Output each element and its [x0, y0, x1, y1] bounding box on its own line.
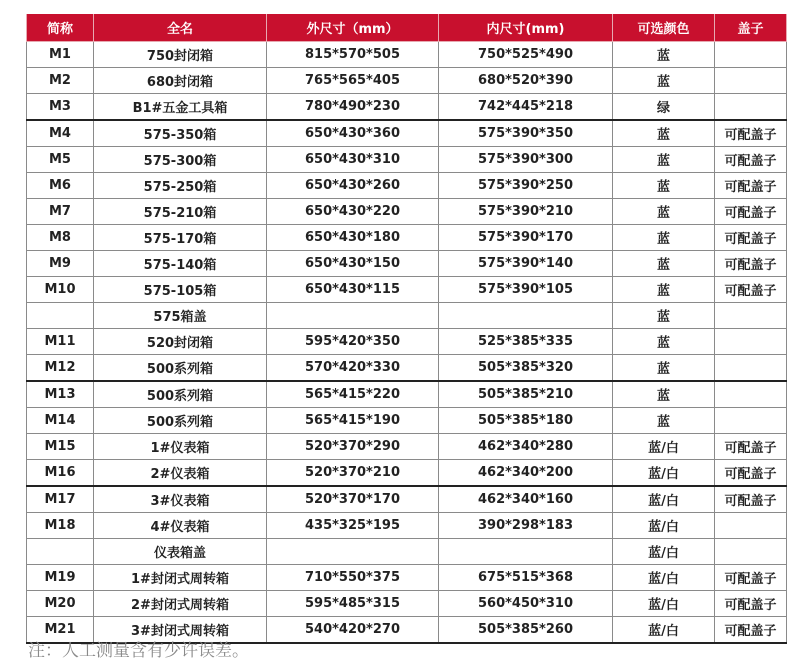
cell-color: 蓝/白	[613, 617, 715, 644]
cell-color: 绿	[613, 94, 715, 121]
cell-color: 蓝	[613, 68, 715, 94]
cell-outer-size: 565*415*190	[267, 408, 439, 434]
cell-outer-size	[267, 303, 439, 329]
cell-full-name: 680封闭箱	[94, 68, 267, 94]
spec-table	[26, 14, 787, 644]
table-row	[27, 147, 787, 173]
cell-code: M18	[27, 513, 94, 539]
cell-outer-size: 520*370*210	[267, 460, 439, 487]
table-row	[27, 381, 787, 408]
cell-code: M9	[27, 251, 94, 277]
cell-inner-size: 742*445*218	[439, 94, 613, 121]
header-color: 可选颜色	[613, 14, 715, 42]
table-header-row	[27, 14, 787, 42]
cell-code: M17	[27, 486, 94, 513]
cell-inner-size: 505*385*210	[439, 381, 613, 408]
header-inner-size: 内尺寸(mm)	[439, 14, 613, 42]
cell-color: 蓝	[613, 225, 715, 251]
cell-lid: 可配盖子	[715, 617, 787, 644]
cell-code: M21	[27, 617, 94, 644]
cell-lid	[715, 355, 787, 382]
cell-full-name: 500系列箱	[94, 355, 267, 382]
cell-color: 蓝	[613, 120, 715, 147]
cell-outer-size: 650*430*180	[267, 225, 439, 251]
cell-outer-size: 435*325*195	[267, 513, 439, 539]
table-row	[27, 329, 787, 355]
header-outer-size: 外尺寸（mm）	[267, 14, 439, 42]
cell-color: 蓝	[613, 303, 715, 329]
cell-lid	[715, 94, 787, 121]
cell-inner-size	[439, 303, 613, 329]
cell-lid	[715, 381, 787, 408]
cell-inner-size: 505*385*180	[439, 408, 613, 434]
cell-lid: 可配盖子	[715, 199, 787, 225]
cell-full-name: 575-170箱	[94, 225, 267, 251]
cell-inner-size: 575*390*250	[439, 173, 613, 199]
cell-full-name: 3#封闭式周转箱	[94, 617, 267, 644]
table-row	[27, 591, 787, 617]
cell-full-name: 仪表箱盖	[94, 539, 267, 565]
cell-inner-size: 575*390*170	[439, 225, 613, 251]
cell-color: 蓝	[613, 147, 715, 173]
table-row	[27, 408, 787, 434]
cell-color: 蓝	[613, 173, 715, 199]
cell-outer-size: 650*430*360	[267, 120, 439, 147]
header-lid: 盖子	[715, 14, 787, 42]
cell-outer-size: 650*430*260	[267, 173, 439, 199]
cell-color: 蓝/白	[613, 513, 715, 539]
cell-code: M19	[27, 565, 94, 591]
cell-lid: 可配盖子	[715, 251, 787, 277]
cell-lid	[715, 68, 787, 94]
table-row	[27, 120, 787, 147]
table-row	[27, 565, 787, 591]
cell-full-name: 500系列箱	[94, 381, 267, 408]
table-row	[27, 68, 787, 94]
table-row	[27, 277, 787, 303]
cell-outer-size: 595*485*315	[267, 591, 439, 617]
cell-color: 蓝	[613, 381, 715, 408]
cell-code: M1	[27, 42, 94, 68]
cell-color: 蓝/白	[613, 486, 715, 513]
cell-inner-size: 525*385*335	[439, 329, 613, 355]
cell-lid: 可配盖子	[715, 460, 787, 487]
cell-outer-size: 650*430*150	[267, 251, 439, 277]
cell-lid: 可配盖子	[715, 120, 787, 147]
cell-full-name: 575-250箱	[94, 173, 267, 199]
cell-lid: 可配盖子	[715, 565, 787, 591]
table-row	[27, 513, 787, 539]
cell-outer-size: 650*430*220	[267, 199, 439, 225]
cell-outer-size: 520*370*290	[267, 434, 439, 460]
cell-lid: 可配盖子	[715, 434, 787, 460]
cell-code: M15	[27, 434, 94, 460]
cell-inner-size: 462*340*280	[439, 434, 613, 460]
cell-full-name: 1#封闭式周转箱	[94, 565, 267, 591]
table-row	[27, 225, 787, 251]
cell-code: M20	[27, 591, 94, 617]
table-row	[27, 94, 787, 121]
cell-color: 蓝/白	[613, 434, 715, 460]
table-row	[27, 486, 787, 513]
cell-color: 蓝/白	[613, 460, 715, 487]
cell-color: 蓝	[613, 199, 715, 225]
cell-full-name: 575-140箱	[94, 251, 267, 277]
cell-code: M14	[27, 408, 94, 434]
cell-inner-size: 575*390*210	[439, 199, 613, 225]
cell-outer-size: 650*430*115	[267, 277, 439, 303]
cell-lid	[715, 329, 787, 355]
cell-full-name: 575箱盖	[94, 303, 267, 329]
cell-outer-size: 565*415*220	[267, 381, 439, 408]
cell-code: M4	[27, 120, 94, 147]
cell-color: 蓝/白	[613, 591, 715, 617]
cell-full-name: 1#仪表箱	[94, 434, 267, 460]
cell-full-name: 575-105箱	[94, 277, 267, 303]
table-row	[27, 303, 787, 329]
cell-full-name: 575-300箱	[94, 147, 267, 173]
table-row	[27, 199, 787, 225]
cell-inner-size: 675*515*368	[439, 565, 613, 591]
table-row	[27, 173, 787, 199]
table-row	[27, 355, 787, 382]
cell-full-name: 4#仪表箱	[94, 513, 267, 539]
cell-full-name: 2#封闭式周转箱	[94, 591, 267, 617]
cell-lid	[715, 539, 787, 565]
cell-lid: 可配盖子	[715, 277, 787, 303]
cell-full-name: 3#仪表箱	[94, 486, 267, 513]
cell-full-name: 575-350箱	[94, 120, 267, 147]
cell-inner-size: 575*390*350	[439, 120, 613, 147]
cell-full-name: B1#五金工具箱	[94, 94, 267, 121]
cell-inner-size: 680*520*390	[439, 68, 613, 94]
cell-code: M2	[27, 68, 94, 94]
cell-code	[27, 303, 94, 329]
cell-full-name: 2#仪表箱	[94, 460, 267, 487]
table-row	[27, 42, 787, 68]
cell-color: 蓝	[613, 355, 715, 382]
cell-outer-size: 595*420*350	[267, 329, 439, 355]
cell-code: M10	[27, 277, 94, 303]
cell-full-name: 500系列箱	[94, 408, 267, 434]
cell-outer-size: 780*490*230	[267, 94, 439, 121]
cell-outer-size: 570*420*330	[267, 355, 439, 382]
cell-inner-size: 462*340*160	[439, 486, 613, 513]
cell-outer-size	[267, 539, 439, 565]
table-body	[27, 42, 787, 644]
cell-code	[27, 539, 94, 565]
table-row	[27, 434, 787, 460]
cell-inner-size: 505*385*260	[439, 617, 613, 644]
cell-color: 蓝	[613, 42, 715, 68]
cell-outer-size: 520*370*170	[267, 486, 439, 513]
cell-lid: 可配盖子	[715, 147, 787, 173]
table-row	[27, 251, 787, 277]
cell-color: 蓝	[613, 408, 715, 434]
cell-code: M5	[27, 147, 94, 173]
cell-code: M12	[27, 355, 94, 382]
cell-code: M16	[27, 460, 94, 487]
cell-color: 蓝	[613, 329, 715, 355]
cell-outer-size: 765*565*405	[267, 68, 439, 94]
cell-lid: 可配盖子	[715, 486, 787, 513]
cell-color: 蓝	[613, 277, 715, 303]
table-row	[27, 460, 787, 487]
cell-inner-size: 575*390*140	[439, 251, 613, 277]
cell-inner-size: 575*390*105	[439, 277, 613, 303]
cell-color: 蓝/白	[613, 539, 715, 565]
cell-full-name: 520封闭箱	[94, 329, 267, 355]
cell-code: M11	[27, 329, 94, 355]
cell-code: M3	[27, 94, 94, 121]
cell-lid: 可配盖子	[715, 591, 787, 617]
cell-color: 蓝/白	[613, 565, 715, 591]
cell-outer-size: 650*430*310	[267, 147, 439, 173]
cell-lid: 可配盖子	[715, 225, 787, 251]
cell-inner-size: 462*340*200	[439, 460, 613, 487]
cell-code: M7	[27, 199, 94, 225]
cell-full-name: 575-210箱	[94, 199, 267, 225]
table-row	[27, 539, 787, 565]
cell-outer-size: 710*550*375	[267, 565, 439, 591]
cell-outer-size: 540*420*270	[267, 617, 439, 644]
cell-color: 蓝	[613, 251, 715, 277]
cell-outer-size: 815*570*505	[267, 42, 439, 68]
cell-inner-size: 390*298*183	[439, 513, 613, 539]
cell-code: M13	[27, 381, 94, 408]
cell-code: M8	[27, 225, 94, 251]
cell-lid: 可配盖子	[715, 173, 787, 199]
cell-inner-size	[439, 539, 613, 565]
cell-inner-size: 750*525*490	[439, 42, 613, 68]
cell-lid	[715, 408, 787, 434]
header-code: 简称	[27, 14, 94, 42]
footnote: 注：人工测量含有少许误差。	[28, 641, 249, 661]
cell-full-name: 750封闭箱	[94, 42, 267, 68]
cell-lid	[715, 513, 787, 539]
cell-lid	[715, 303, 787, 329]
cell-inner-size: 575*390*300	[439, 147, 613, 173]
cell-inner-size: 560*450*310	[439, 591, 613, 617]
cell-lid	[715, 42, 787, 68]
cell-code: M6	[27, 173, 94, 199]
cell-inner-size: 505*385*320	[439, 355, 613, 382]
header-full-name: 全名	[94, 14, 267, 42]
